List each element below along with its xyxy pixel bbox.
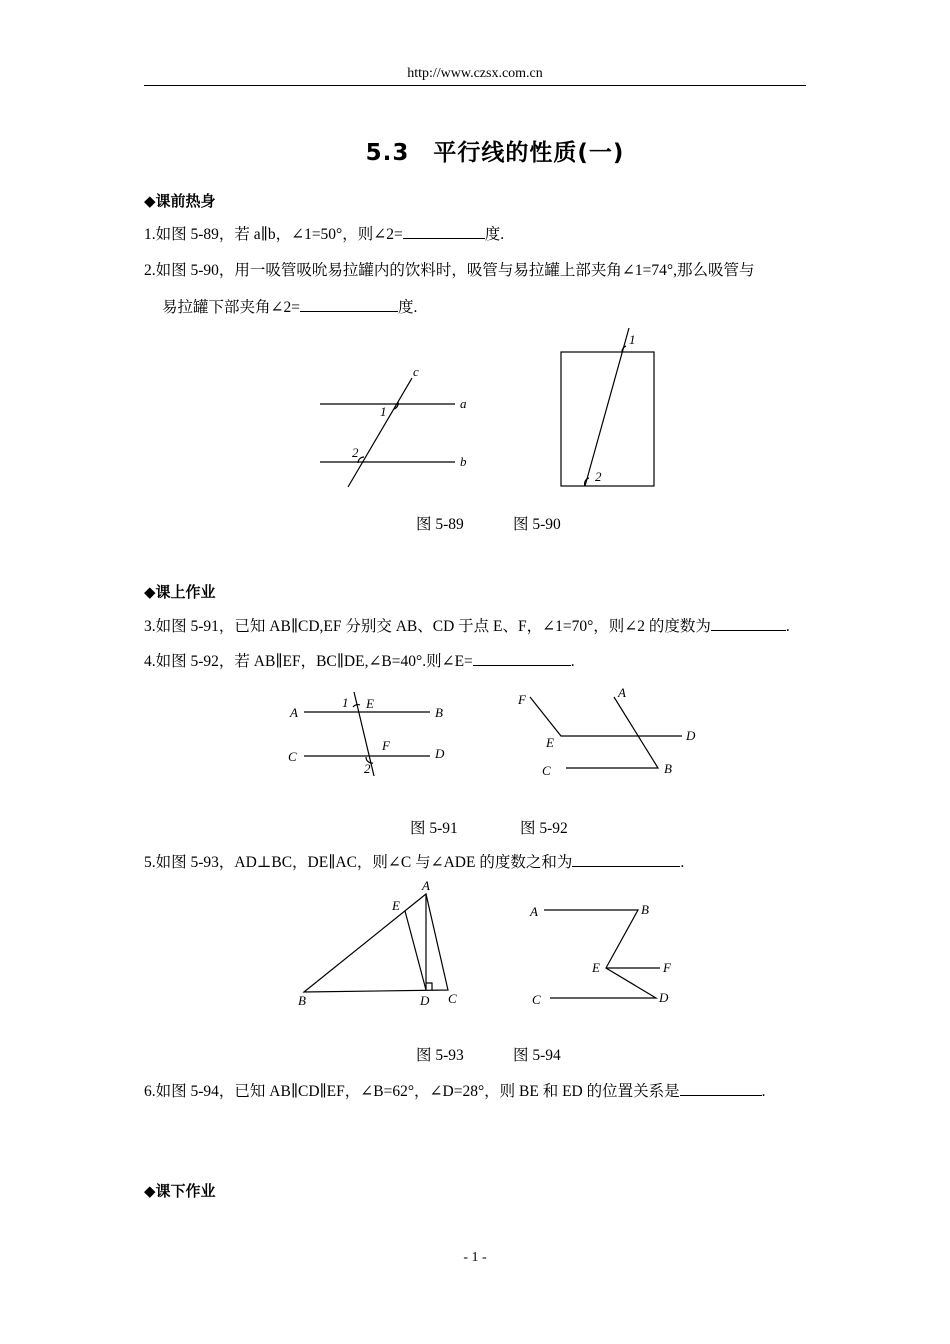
question-3	[144, 614, 790, 636]
label-A: A	[530, 904, 538, 919]
label-a: a	[460, 396, 467, 411]
question-6-tail: .	[761, 1083, 766, 1100]
right-angle-mark	[426, 983, 432, 990]
answer-blank-6[interactable]	[680, 1081, 762, 1096]
polyline-ABEDC	[544, 910, 656, 998]
label-B: B	[298, 993, 306, 1008]
label-F: F	[518, 692, 526, 707]
answer-blank-5[interactable]	[572, 852, 680, 867]
label-E: E	[366, 696, 374, 711]
label-c: c	[413, 364, 419, 379]
label-angle-1: 1	[629, 332, 636, 347]
question-2-tail: 度.	[397, 299, 418, 316]
label-D: D	[435, 746, 445, 761]
label-D: D	[659, 990, 669, 1005]
label-angle-1: 1	[342, 695, 349, 710]
label-E: E	[592, 960, 600, 975]
question-3-text: 3.如图 5-91，已知 AB∥CD,EF 分别交 AB、CD 于点 E、F，∠1=70°，则∠2 的度数为	[144, 618, 711, 635]
question-2-text: 易拉罐下部夹角∠2=	[162, 299, 300, 316]
label-A: A	[618, 685, 626, 700]
label-C: C	[542, 763, 551, 778]
section-warmup: ◆课前热身	[144, 192, 216, 210]
question-2-line2	[162, 295, 417, 317]
can-rectangle	[561, 352, 654, 486]
figure-5-90	[555, 322, 665, 494]
label-b: b	[460, 454, 467, 469]
question-4-text: 4.如图 5-92，若 AB∥EF，BC∥DE,∠B=40°.则∠E=	[144, 653, 473, 670]
page-number: - 1 -	[463, 1250, 487, 1265]
caption-5-92: 图 5-92	[520, 820, 568, 837]
section-classwork: ◆课上作业	[144, 583, 216, 601]
figure-5-94	[522, 896, 687, 1008]
label-A: A	[290, 705, 298, 720]
page-title: 5.3 平行线的性质(一)	[365, 140, 625, 166]
question-5	[144, 850, 684, 872]
angle-1-arc	[353, 705, 360, 707]
question-4	[144, 649, 575, 671]
question-1-text: 1.如图 5-89，若 a∥b，∠1=50°，则∠2=	[144, 226, 403, 243]
section-homework: ◆课下作业	[144, 1182, 216, 1200]
caption-5-89: 图 5-89	[416, 516, 464, 533]
header-url: http://www.czsx.com.cn	[407, 66, 543, 81]
question-5-tail: .	[680, 854, 685, 871]
line-c	[348, 378, 412, 487]
label-B: B	[664, 761, 672, 776]
figure-5-89	[310, 362, 480, 492]
answer-blank-4[interactable]	[473, 651, 571, 666]
label-angle-2: 2	[352, 445, 359, 460]
question-3-tail: .	[785, 618, 790, 635]
label-angle-1: 1	[380, 404, 387, 419]
figure-5-93	[290, 878, 470, 1010]
label-angle-2: 2	[364, 761, 371, 776]
polyline-FED	[530, 697, 682, 736]
question-4-tail: .	[570, 653, 575, 670]
label-D: D	[686, 728, 696, 743]
question-6-text: 6.如图 5-94，已知 AB∥CD∥EF，∠B=62°，∠D=28°，则 BE 和 ED 的位置关系是	[144, 1083, 680, 1100]
question-1	[144, 222, 504, 244]
answer-blank-1[interactable]	[403, 224, 485, 239]
caption-5-90: 图 5-90	[513, 516, 561, 533]
label-E: E	[546, 735, 554, 750]
polyline-ABC	[566, 697, 658, 768]
label-B: B	[435, 705, 443, 720]
figure-5-91	[280, 690, 455, 780]
label-F: F	[663, 960, 671, 975]
segment-DE	[405, 911, 426, 990]
question-5-text: 5.如图 5-93，AD⊥BC，DE∥AC，则∠C 与∠ADE 的度数之和为	[144, 854, 573, 871]
question-6	[144, 1079, 766, 1101]
answer-blank-2[interactable]	[300, 297, 398, 312]
label-F: F	[382, 738, 390, 753]
label-E: E	[392, 898, 400, 913]
caption-5-93: 图 5-93	[416, 1047, 464, 1064]
label-B: B	[641, 902, 649, 917]
figure-5-92	[510, 684, 705, 782]
label-C: C	[532, 992, 541, 1007]
header-rule	[144, 85, 806, 86]
label-C: C	[288, 749, 297, 764]
angle-2-arc	[585, 478, 589, 486]
label-C: C	[448, 991, 457, 1006]
angle-1-arc	[622, 346, 626, 352]
caption-5-94: 图 5-94	[513, 1047, 561, 1064]
label-A: A	[422, 878, 430, 893]
answer-blank-3[interactable]	[711, 616, 786, 631]
question-2-line1: 2.如图 5-90，用一吸管吸吮易拉罐内的饮料时，吸管与易拉罐上部夹角∠1=74°,那么吸管与	[144, 262, 755, 279]
label-D: D	[420, 993, 430, 1008]
label-angle-2: 2	[595, 469, 602, 484]
caption-5-91: 图 5-91	[410, 820, 458, 837]
question-1-tail: 度.	[484, 226, 505, 243]
